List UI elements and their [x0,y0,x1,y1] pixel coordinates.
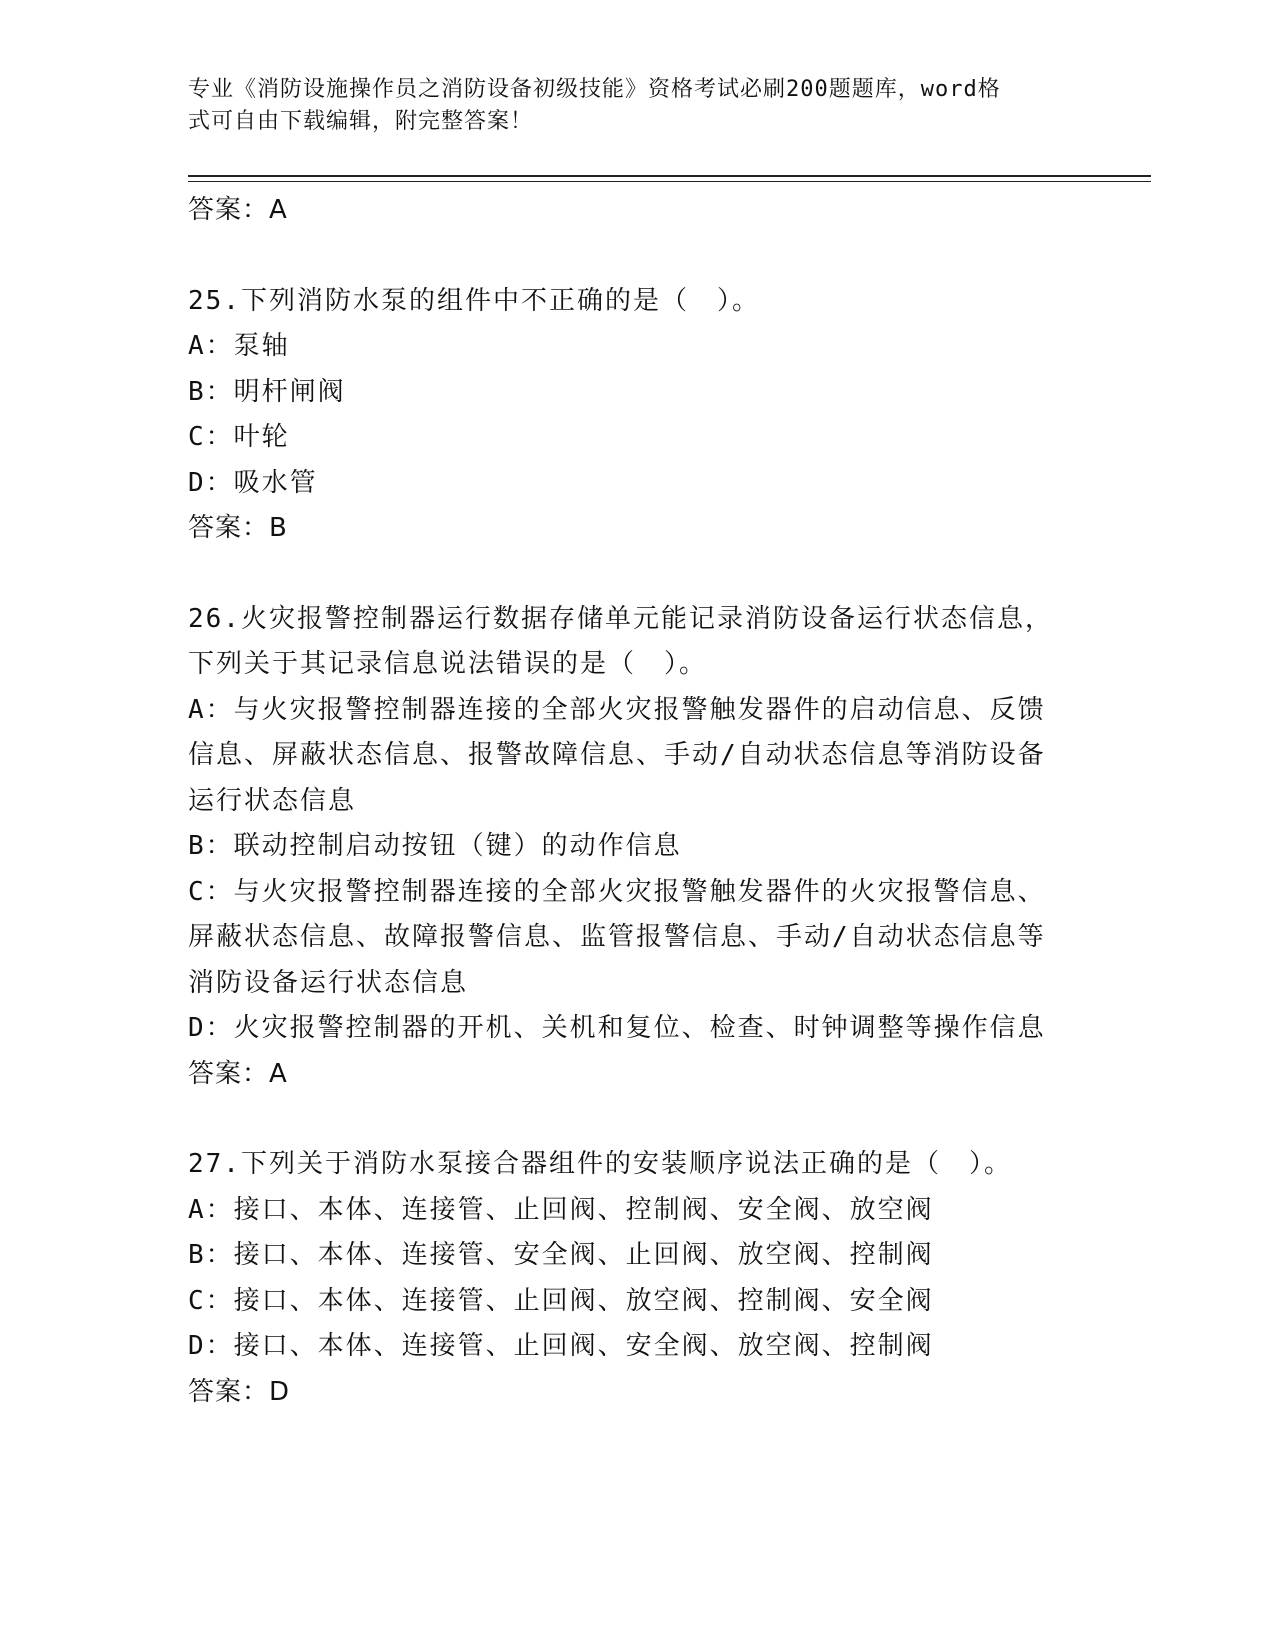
question-stem-cont: 下列关于其记录信息说法错误的是（ ）。 [188,649,708,679]
option-b: B：联动控制启动按钮（键）的动作信息 [188,831,682,861]
option-b: B：接口、本体、连接管、安全阀、止回阀、放空阀、控制阀 [188,1240,934,1270]
previous-answer: 答案：A [188,195,288,225]
header-divider-thin [188,181,1151,182]
option-a: A：接口、本体、连接管、止回阀、控制阀、安全阀、放空阀 [188,1194,934,1225]
option-c: C：与火灾报警控制器连接的全部火灾报警触发器件的火灾报警信息、 [188,876,1046,907]
question-27 [188,1142,1088,1415]
question-stem: 26.火灾报警控制器运行数据存储单元能记录消防设备运行状态信息， [188,603,1053,634]
option-a: A：与火灾报警控制器连接的全部火灾报警触发器件的启动信息、反馈 [188,694,1046,725]
option-a-cont: 运行状态信息 [188,785,357,816]
question-stem: 27.下列关于消防水泵接合器组件的安装顺序说法正确的是（ ）。 [188,1149,1012,1179]
option-d: D：接口、本体、连接管、止回阀、安全阀、放空阀、控制阀 [188,1331,934,1361]
question-stem: 25.下列消防水泵的组件中不正确的是（ ）。 [188,285,760,316]
document-body [188,188,1088,1460]
question-26 [188,597,1088,1098]
option-d: D：吸水管 [188,467,318,498]
option-c: C：接口、本体、连接管、止回阀、放空阀、控制阀、安全阀 [188,1285,934,1316]
header-line-2: 式可自由下载编辑，附完整答案！ [188,109,534,134]
option-c-cont: 屏蔽状态信息、故障报警信息、监管报警信息、手动/自动状态信息等 [188,922,1046,952]
option-d: D：火灾报警控制器的开机、关机和复位、检查、时钟调整等操作信息 [188,1013,1046,1043]
header-line-1: 专业《消防设施操作员之消防设备初级技能》资格考试必刷200题题库，word格 [188,77,1001,102]
option-a-cont: 信息、屏蔽状态信息、报警故障信息、手动/自动状态信息等消防设备 [188,740,1046,770]
option-c-cont: 消防设备运行状态信息 [188,967,469,998]
option-b: B：明杆闸阀 [188,376,346,407]
header-divider-thick [188,175,1151,177]
page-header [188,74,1068,138]
option-c: C：叶轮 [188,422,290,452]
answer: 答案：B [188,513,288,543]
answer: 答案：A [188,1058,288,1089]
answer: 答案：D [188,1376,291,1407]
question-25 [188,279,1088,552]
option-a: A：泵轴 [188,331,290,361]
